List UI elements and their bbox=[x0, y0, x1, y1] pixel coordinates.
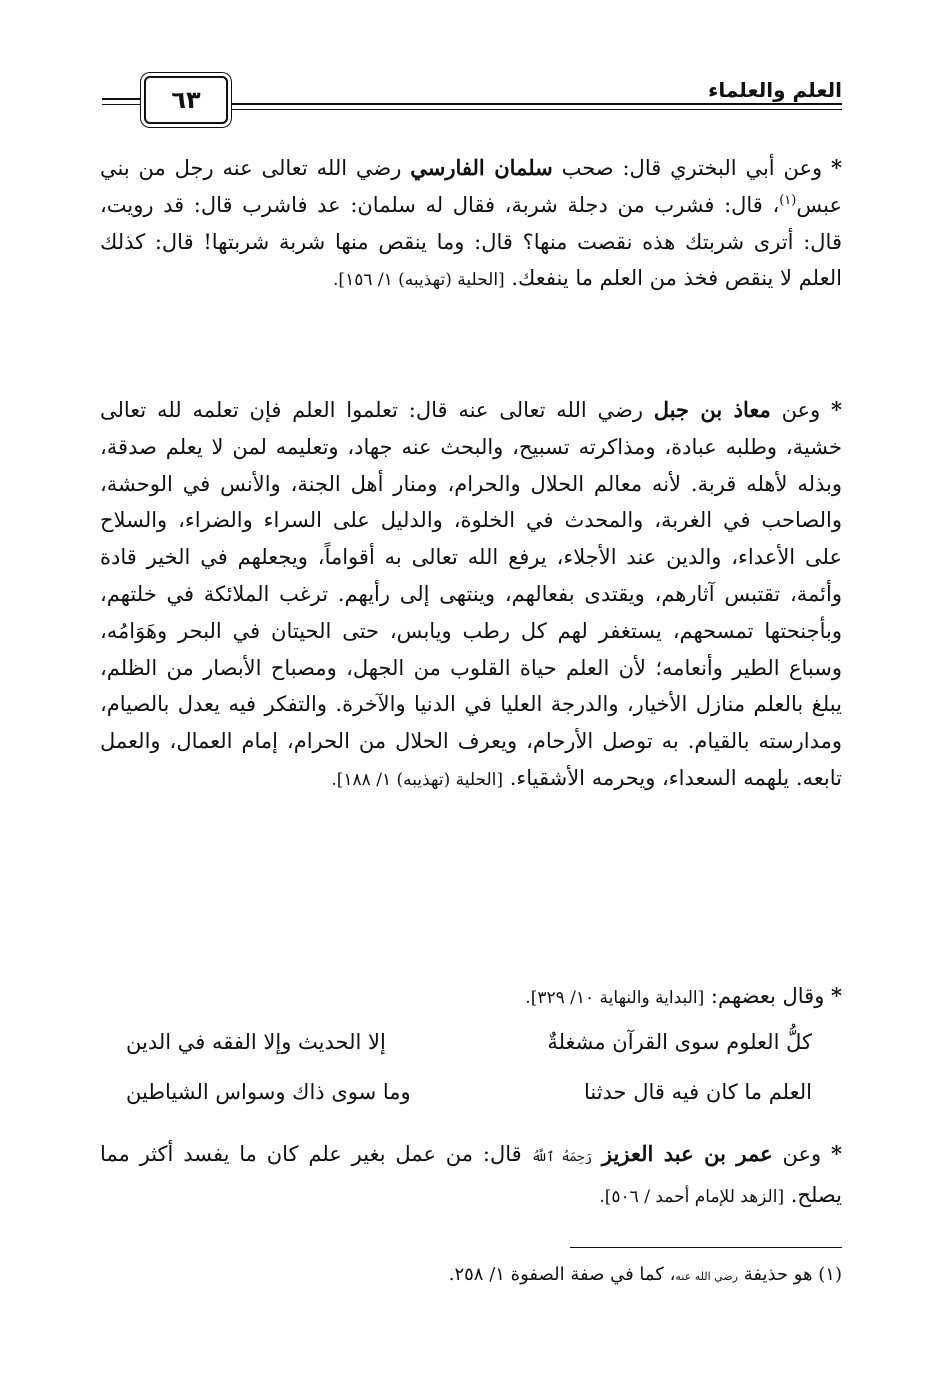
footnote-ref[interactable]: (١) bbox=[779, 192, 797, 208]
page-number: ٦٣ bbox=[171, 86, 201, 114]
paragraph-umar bbox=[100, 1136, 842, 1216]
text-run: ، قال: فشرب من دجلة شربة، فقال له سلمان: عد فاشرب قال: قد رويت، قال: أترى شربتك هذه نقصت منها؟ قال: وما ينقص منها شربة شربتها! قال: كذلك العلم لا ينقص فخذ من العلم ما ينفعك. bbox=[100, 192, 842, 291]
poem-verse bbox=[100, 1080, 842, 1120]
verse-first-hemistich: العلم ما كان فيه قال حدثنا bbox=[583, 1080, 812, 1104]
text-run: وعن أبي البختري قال: صحب bbox=[552, 156, 832, 180]
header-rule bbox=[226, 103, 842, 105]
bullet-star: * bbox=[831, 155, 842, 180]
header-rule bbox=[102, 98, 142, 100]
footnote bbox=[100, 1260, 842, 1292]
narrator-name: عمر بن عبد العزيز bbox=[601, 1141, 773, 1166]
bullet-star: * bbox=[831, 983, 842, 1008]
narrator-name: معاذ بن جبل bbox=[653, 397, 771, 422]
paragraph-intro-poem bbox=[100, 978, 842, 1017]
text-run: قال: من عمل بغير علم كان ما يفسد أكثر مما يصلح. bbox=[100, 1142, 842, 1207]
verse-second-hemistich: إلا الحديث وإلا الفقه في الدين bbox=[126, 1030, 386, 1054]
verse-first-hemistich: كلُّ العلوم سوى القرآن مشغلةٌ bbox=[547, 1030, 812, 1054]
text-run: ، كما في صفة الصفوة ١/ ٢٥٨. bbox=[448, 1264, 676, 1285]
header-rule bbox=[226, 109, 842, 110]
text-run: وعن bbox=[772, 1142, 832, 1166]
bullet-star: * bbox=[831, 397, 842, 422]
footnote-separator bbox=[570, 1247, 842, 1248]
paragraph-salman bbox=[100, 150, 842, 299]
text-run: رضي الله تعالى عنه رجل من بني عبس bbox=[100, 156, 842, 217]
footnote-number: (١) bbox=[818, 1264, 842, 1285]
page-header bbox=[100, 72, 842, 132]
bullet-star: * bbox=[831, 1141, 842, 1166]
source-citation: [البداية والنهاية ١٠/ ٣٢٩]. bbox=[525, 988, 705, 1008]
text-run: رضي الله تعالى عنه قال: تعلموا العلم فإن تعلمه لله تعالى خشية، وطلبه عبادة، ومذاكرته تسبيح، والبحث عنه جهاد، وتعليمه لمن لا يعلم صدقة، وبذله لأهله قربة. لأنه معالم الحلال والحرام، ومنار أهل الجنة، والأنس في الوحشة، والصاحب في الغربة، والمحدث في الخلوة، والدليل على السراء والضراء، والسلاح على الأعداء، والدين عند الأجلاء، يرفع الله تعالى به أقواماً، ويجعلهم في الخير قادة وأئمة، تقتبس آثارهم، ويقتدى بفعالهم، وينتهى إلى رأيهم. ترغب الملائكة في خلتهم، وبأجنحتها تمسحهم، يستغفر لهم كل رطب ويابس، حتى الحيتان في البحر وهَوَامُه، وسباع الطير وأنعامه؛ لأن العلم حياة القلوب من الجهل، ومصباح الأبصار من الظلم، يبلغ بالعلم منازل الأخيار، والدرجة العليا في الدنيا والآخرة. والتفكر فيه يعدل بالصيام، ومدارسته بالقيام. به توصل الأرحام، ويعرف الحلال من الحرام، إمام العمال، والعمل تابعه. يلهمه السعداء، ويحرمه الأشقياء. bbox=[100, 398, 842, 790]
narrator-name: سلمان الفارسي bbox=[410, 155, 553, 180]
text-run: هو حذيفة bbox=[737, 1264, 819, 1285]
source-citation: [الحلية (تهذيبه) ١/ ١٨٨]. bbox=[331, 769, 504, 790]
paragraph-muadh bbox=[100, 392, 842, 799]
verse-second-hemistich: وما سوى ذاك وسواس الشياطين bbox=[126, 1080, 411, 1104]
text-run: وعن bbox=[770, 398, 832, 422]
source-citation: [الزهد للإمام أحمد / ٥٠٦]. bbox=[599, 1186, 785, 1207]
poem-verse bbox=[100, 1030, 842, 1070]
page-number-badge bbox=[144, 76, 228, 124]
honorific-glyph: رضي الله عنه bbox=[675, 1270, 738, 1283]
header-rule bbox=[102, 104, 142, 105]
running-title: العلم والعلماء bbox=[708, 78, 842, 102]
honorific-glyph: رَحِمَهُ ٱللَّهُ bbox=[531, 1150, 593, 1165]
text-run: وقال بعضهم: bbox=[704, 984, 832, 1008]
source-citation: [الحلية (تهذيبه) ١/ ١٥٦]. bbox=[333, 270, 505, 291]
